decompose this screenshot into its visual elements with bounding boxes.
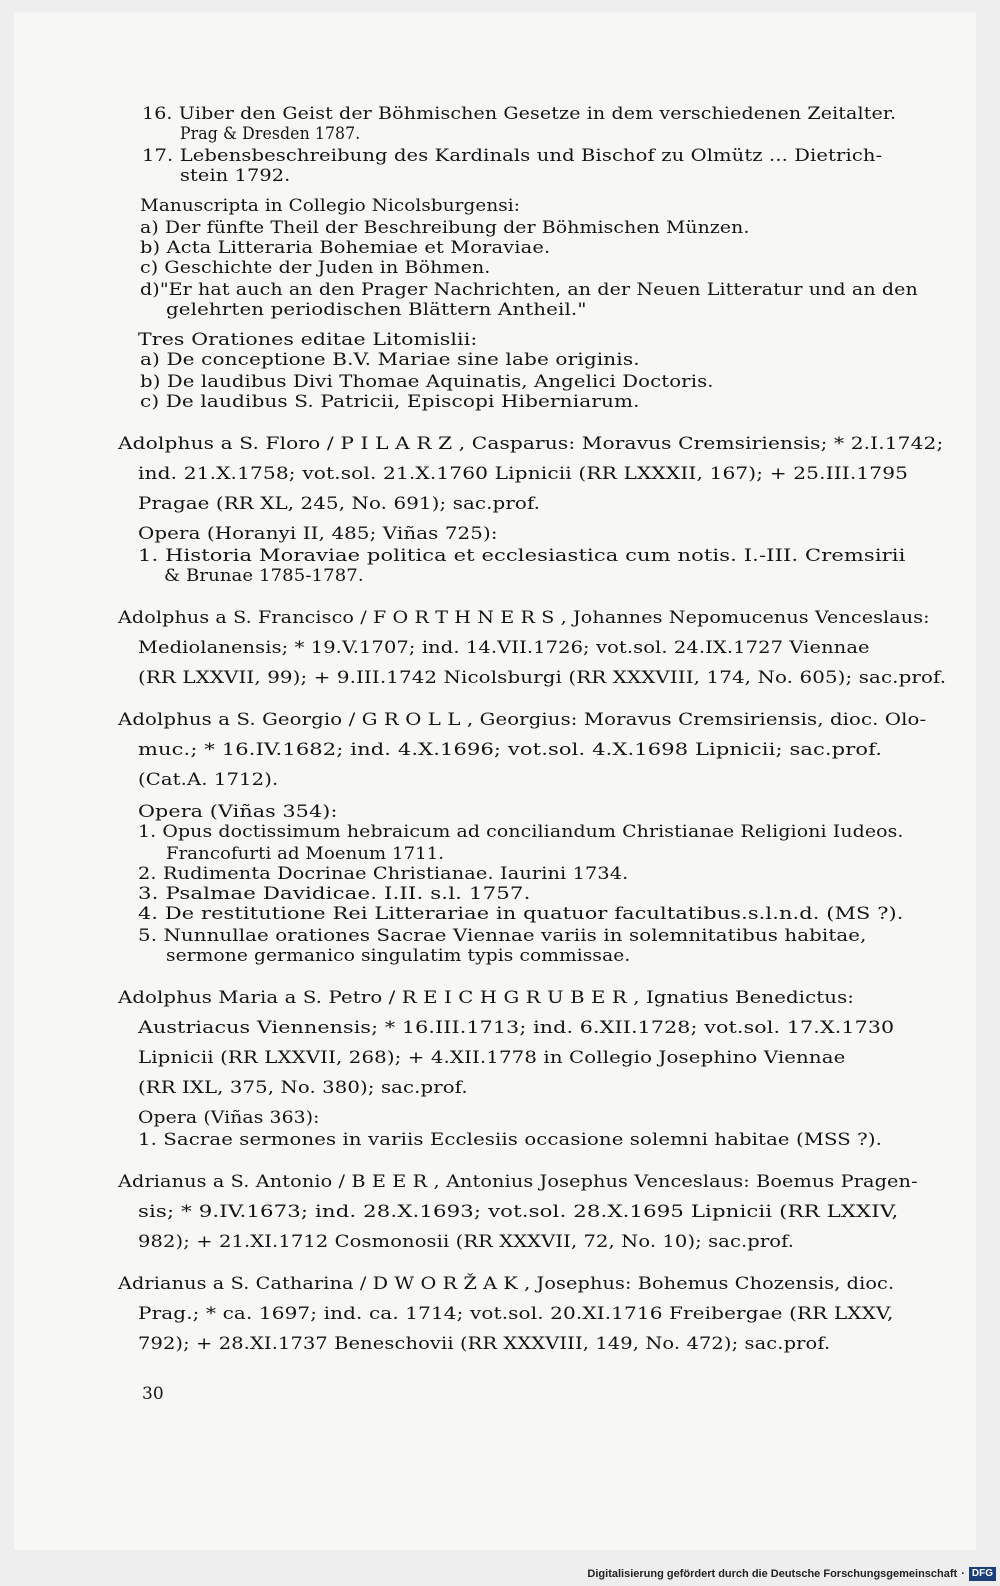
text-line: a) De conceptione B.V. Mariae sine labe originis. [140,350,640,369]
text-line: 4. De restitutione Rei Litterariae in quatuor facultatibus.s.l.n.d. (MS ?). [138,904,904,923]
dfg-logo: DFG [969,1567,996,1581]
text-line: Adolphus a S. Georgio / G R O L L , Georgius: Moravus Cremsiriensis, dioc. Olo- [118,710,927,729]
text-line: sis; * 9.IV.1673; ind. 28.X.1693; vot.sol. 28.X.1695 Lipnicii (RR LXXIV, [138,1202,899,1221]
text-line: Opera (Viñas 354): [138,802,338,821]
text-line: c) De laudibus S. Patricii, Episcopi Hiberniarum. [140,392,640,411]
text-line: b) Acta Litteraria Bohemiae et Moraviae. [140,238,551,257]
text-line: (Cat.A. 1712). [138,770,279,789]
text-line: 3. Psalmae Davidicae. I.II. s.l. 1757. [138,884,531,903]
text-line: 2. Rudimenta Docrinae Christianae. Iaurini 1734. [138,864,629,883]
text-line: 16. Uiber den Geist der Böhmischen Gesetze in dem verschiedenen Zeitalter. [142,104,897,123]
text-line: Prag.; * ca. 1697; ind. ca. 1714; vot.sol. 20.XI.1716 Freibergae (RR LXXV, [138,1304,894,1323]
text-line: Adolphus Maria a S. Petro / R E I C H G R U B E R , Ignatius Benedictus: [118,988,855,1007]
text-line: (RR IXL, 375, No. 380); sac.prof. [138,1078,468,1097]
text-line: gelehrten periodischen Blättern Antheil." [166,300,587,319]
page-number: 30 [142,1384,164,1404]
text-line: b) De laudibus Divi Thomae Aquinatis, Angelici Doctoris. [140,372,714,391]
text-line: 1. Sacrae sermones in variis Ecclesiis occasione solemni habitae (MSS ?). [138,1130,882,1149]
text-line: 792); + 28.XI.1737 Beneschovii (RR XXXVIII, 149, No. 472); sac.prof. [138,1334,831,1353]
text-line: a) Der fünfte Theil der Beschreibung der Böhmischen Münzen. [140,218,750,237]
text-line: sermone germanico singulatim typis commissae. [166,946,631,965]
text-line: Mediolanensis; * 19.V.1707; ind. 14.VII.1726; vot.sol. 24.IX.1727 Viennae [138,638,870,657]
footer [587,1564,996,1584]
text-line: Austriacus Viennensis; * 16.III.1713; ind. 6.XII.1728; vot.sol. 17.X.1730 [138,1018,895,1037]
text-line: ind. 21.X.1758; vot.sol. 21.X.1760 Lipnicii (RR LXXXII, 167); + 25.III.1795 [138,464,909,483]
text-line: (RR LXXVII, 99); + 9.III.1742 Nicolsburgi (RR XXXVIII, 174, No. 605); sac.prof. [138,668,947,687]
text-line: Manuscripta in Collegio Nicolsburgensi: [140,196,521,215]
text-line: Pragae (RR XL, 245, No. 691); sac.prof. [138,494,541,513]
text-line: 5. Nunnullae orationes Sacrae Viennae variis in solemnitatibus habitae, [138,926,867,945]
footer-separator: · [961,1568,965,1580]
text-line: 1. Historia Moraviae politica et ecclesiastica cum notis. I.-III. Cremsirii [138,546,906,565]
text-line: 982); + 21.XI.1712 Cosmonosii (RR XXXVII, 72, No. 10); sac.prof. [138,1232,795,1251]
text-line: & Brunae 1785-1787. [164,566,364,585]
text-line: Prag & Dresden 1787. [180,124,361,143]
text-line: 1. Opus doctissimum hebraicum ad conciliandum Christianae Religioni Iudeos. [138,822,904,841]
text-line: Adrianus a S. Antonio / B E E R , Antonius Josephus Venceslaus: Boemus Pragen- [118,1172,918,1191]
footer-text: Digitalisierung gefördert durch die Deutsche Forschungsgemeinschaft [587,1568,958,1580]
text-line: Adolphus a S. Francisco / F O R T H N E R S , Johannes Nepomucenus Venceslaus: [118,608,930,627]
text-line: Opera (Viñas 363): [138,1108,320,1127]
text-line: d)"Er hat auch an den Prager Nachrichten, an der Neuen Litteratur und an den [140,280,918,299]
text-line: Lipnicii (RR LXXVII, 268); + 4.XII.1778 in Collegio Josephino Viennae [138,1048,846,1067]
text-line: Adrianus a S. Catharina / D W O R Ž A K , Josephus: Bohemus Chozensis, dioc. [118,1274,895,1293]
text-line: Adolphus a S. Floro / P I L A R Z , Casparus: Moravus Cremsiriensis; * 2.I.1742; [118,434,944,453]
text-line: Francofurti ad Moenum 1711. [166,844,445,863]
text-line: muc.; * 16.IV.1682; ind. 4.X.1696; vot.sol. 4.X.1698 Lipnicii; sac.prof. [138,740,883,759]
text-line: Tres Orationes editae Litomislii: [138,330,478,349]
text-line: stein 1792. [180,166,291,185]
text-line: Opera (Horanyi II, 485; Viñas 725): [138,524,498,543]
text-line: c) Geschichte der Juden in Böhmen. [140,258,491,277]
text-line: 17. Lebensbeschreibung des Kardinals und Bischof zu Olmütz ... Dietrich- [142,146,883,165]
document-page [14,12,976,1550]
